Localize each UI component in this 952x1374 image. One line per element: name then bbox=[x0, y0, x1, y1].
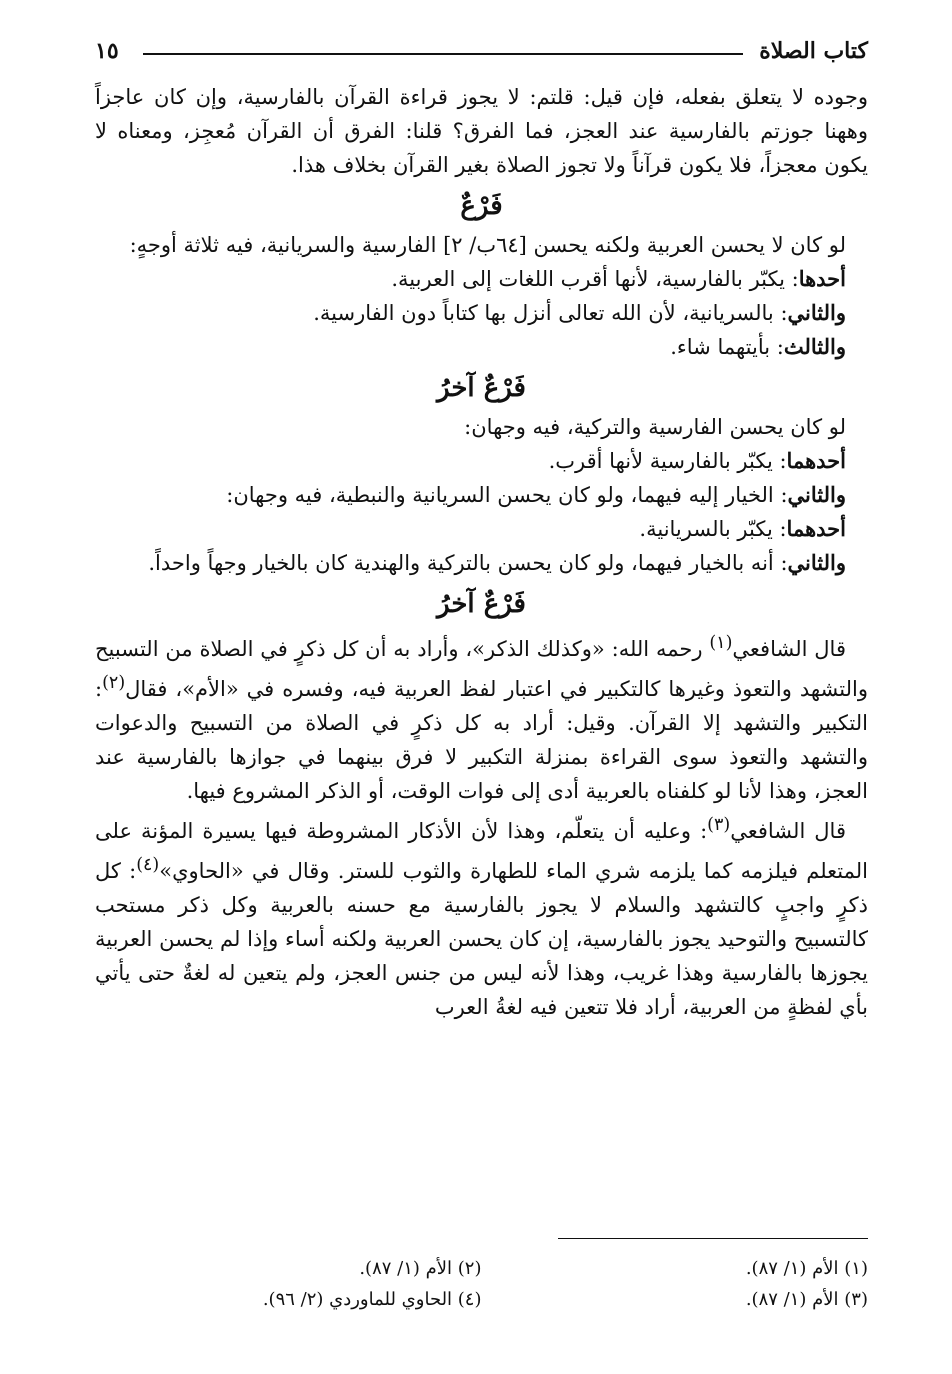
text-run: قال الشافعي bbox=[730, 819, 846, 843]
option-label: أحدهما bbox=[786, 516, 846, 541]
option-text: : يكبّر بالسريانية. bbox=[639, 517, 787, 541]
footnote-rule bbox=[558, 1238, 868, 1239]
option-text: : يكبّر بالفارسية لأنها أقرب. bbox=[548, 449, 787, 473]
text-run: قال الشافعي bbox=[732, 637, 846, 661]
header-rule bbox=[143, 53, 743, 55]
option-text: : الخيار إليه فيهما، ولو كان يحسن السريانية والنبطية، فيه وجهان: bbox=[226, 483, 788, 507]
footnote: (١) الأم (١/ ٨٧). bbox=[745, 1258, 868, 1279]
paragraph: لو كان يحسن الفارسية والتركية، فيه وجهان: bbox=[464, 415, 846, 439]
text-run: : التكبير والتشهد إلا القرآن. وقيل: أراد به كل ذكرٍ في الصلاة من التسبيح والدعوات والتشهد والتعوذ سوى القراءة بمنزلة التكبير لا فرق بينهما في جوازها بالفارسية عند العجز، وهذا لأنا لو كلفناه بالعربية أدى إلى فوات الوقت، أو الذكر المشروع فيها. bbox=[95, 677, 868, 803]
text-run: : كل ذكرٍ واجبٍ كالتشهد والسلام لا يجوز بالفارسية مع حسنه بالعربية وكل ذكر مستحب كالتسبيح والتوحيد يجوز بالفارسية، إن كان يحسن العربية ولكنه أساء وإذا لم يحسن العربية يجوزها بالفارسية وهذا غريب، وهذا لأنه ليس من جنس العجز، ولم يتعين له لغةٌ حتى يأتي بأي لفظةٍ من العربية، أراد فلا تتعين فيه لغةُ العرب bbox=[95, 859, 868, 1019]
section-heading: فَرْعٌ آخرُ bbox=[437, 373, 526, 403]
footnote: (٣) الأم (١/ ٨٧). bbox=[745, 1289, 868, 1310]
footnote-ref: (٤) bbox=[136, 855, 160, 875]
option-line bbox=[95, 512, 868, 546]
paragraph bbox=[95, 626, 868, 808]
paragraph: لو كان لا يحسن العربية ولكنه يحسن [٦٤ب/ ٢] الفارسية والسريانية، فيه ثلاثة أوجهٍ: bbox=[129, 233, 846, 257]
option-text: : يكبّر بالفارسية، لأنها أقرب اللغات إلى العربية. bbox=[391, 267, 799, 291]
page-number: ١٥ bbox=[95, 38, 119, 64]
option-label: والثاني bbox=[787, 482, 846, 507]
option-text: : أنه بالخيار فيهما، ولو كان يحسن بالتركية والهندية كان بالخيار وجهاً واحداً. bbox=[148, 551, 788, 575]
paragraph bbox=[95, 808, 868, 1024]
footnote: (٤) الحاوي للماوردي (٢/ ٩٦). bbox=[262, 1289, 482, 1310]
paragraph: وجوده لا يتعلق بفعله، فإن قيل: قلتم: لا يجوز قراءة القرآن بالفارسية، وإن كان عاجزاً وههنا جوزتم بالفارسية عند العجز، فما الفرق؟ قلنا: الفرق أن القرآن مُعجِز، ومعناه لا يكون معجزاً، فلا يكون قرآناً ولا تجوز الصلاة بغير القرآن بخلاف هذا. bbox=[95, 85, 868, 177]
section-heading: فَرْعٌ bbox=[460, 191, 503, 221]
option-line bbox=[95, 296, 868, 330]
option-text: : بأيتهما شاء. bbox=[670, 335, 784, 359]
option-line bbox=[95, 478, 868, 512]
running-header bbox=[95, 34, 868, 70]
option-label: أحدهما bbox=[786, 448, 846, 473]
footnote-ref: (١) bbox=[709, 633, 733, 653]
option-label: والثالث bbox=[783, 334, 846, 359]
option-line bbox=[95, 330, 868, 364]
option-text: : بالسريانية، لأن الله تعالى أنزل بها كتاباً دون الفارسية. bbox=[313, 301, 788, 325]
option-line bbox=[95, 546, 868, 580]
section-heading: فَرْعٌ آخرُ bbox=[437, 589, 526, 619]
main-text bbox=[95, 80, 868, 1024]
footnote-ref: (٣) bbox=[707, 815, 731, 835]
text-run: رحمه الله: «وكذلك الذكر»، وأراد به أن كل ذكرٍ في الصلاة من التسبيح والتشهد والتعوذ وغيرها كالتكبير في اعتبار لفظ العربية فيه، وفسره في «الأم»، فقال bbox=[95, 637, 868, 701]
book-title: كتاب الصلاة bbox=[759, 38, 868, 64]
option-label: والثاني bbox=[787, 300, 846, 325]
option-label: والثاني bbox=[787, 550, 846, 575]
footnote: (٢) الأم (١/ ٨٧). bbox=[359, 1258, 482, 1279]
text-run: : وعليه أن يتعلّم، وهذا لأن الأذكار المشروطة فيها يسيرة المؤنة على المتعلم فيلزمه كما يلزمه شري الماء للطهارة والثوب للستر. وقال في «الحاوي» bbox=[95, 819, 869, 883]
footnote-ref: (٢) bbox=[102, 673, 126, 693]
option-line bbox=[95, 444, 868, 478]
option-line bbox=[95, 262, 868, 296]
option-label: أحدها bbox=[798, 266, 846, 291]
